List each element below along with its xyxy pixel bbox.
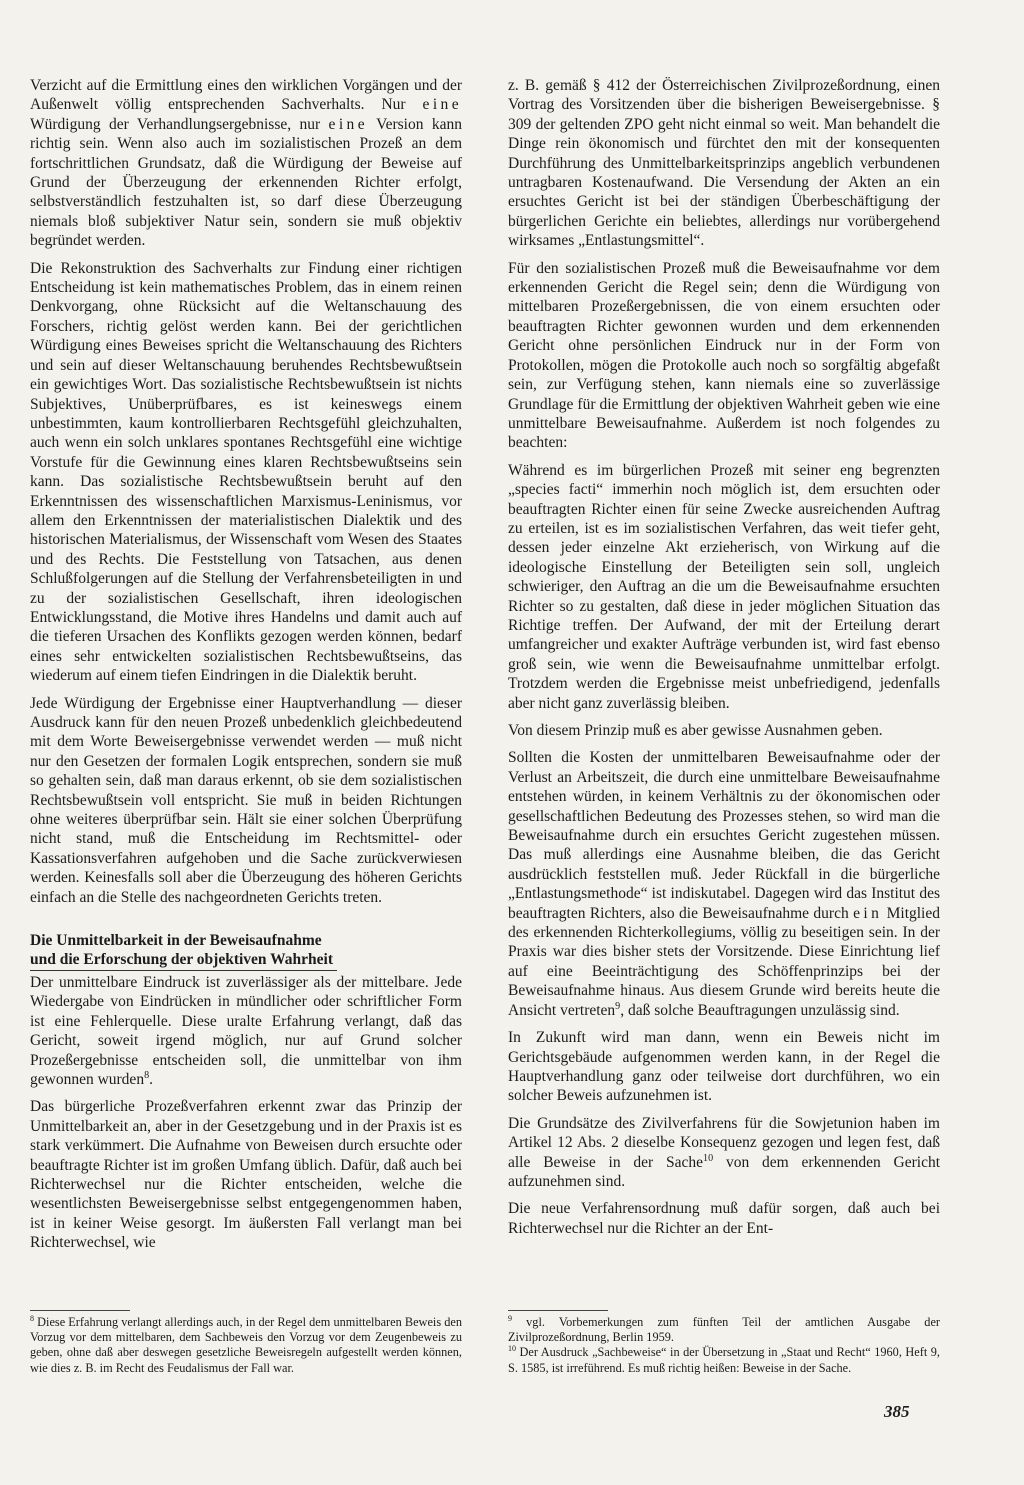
footnotes-right (508, 1310, 940, 1376)
paragraph: z. B. gemäß § 412 der Österreichischen Zivilprozeßordnung, einen Vortrag des Vorsitzenden über die bisherigen Beweisergebnisse. § 309 der geltenden ZPO geht nicht einmal so weit. Man behandelt die Dinge rein ökonomisch und fürchtet den mit der konsequenten Durchführung des Unmittelbarkeitsprinzips angeblich verbundenen untragbaren Kostenaufwand. Die Versendung der Akten an ein ersuchtes Gericht ist bei der ständigen Überbeschäftigung der bürgerlichen Gerichte ein beliebtes, allerdings nur vorübergehend wirksames „Entlastungsmittel“. (508, 77, 940, 250)
section-heading-line: und die Erforschung der objektiven Wahrheit (30, 950, 337, 970)
paragraph: Das bürgerliche Prozeßverfahren erkennt zwar das Prinzip der Unmittelbarkeit an, aber in der Gesetzgebung und in der Praxis ist es stark verkümmert. Die Aufnahme von Beweisen durch ersuchte oder beauftragte Richter ist im großen Umfang üblich. Dafür, daß auch bei Richterwechsel nur die Richter entscheiden, welche die wesentlichsten Beweisergebnisse selbst entgegengenommen haben, ist in keiner Weise gesorgt. Im äußersten Fall verlangt man bei Richterwechsel, wie (30, 1098, 462, 1252)
paragraph: Die Grundsätze des Zivilverfahrens für die Sowjetunion haben im Artikel 12 Abs. 2 dieselbe Konsequenz gezogen und legen fest, daß alle Beweise in der Sache$^{10}$ von dem erkennenden Gericht aufzunehmen sind. (508, 1114, 941, 1190)
section-heading-line: Die Unmittelbarkeit in der Beweisaufnahme (30, 932, 322, 950)
paragraph: Während es im bürgerlichen Prozeß mit seiner eng begrenzten „species facti“ immerhin noch möglich ist, dem ersuchten oder beauftragten Richter einen für seine Zwecke ausreichenden Auftrag zu erteilen, ist es im sozialistischen Verfahren, das weit tiefer geht, dessen jeder einzelne Akt erzieherisch, von Wirkung auf die ideologische Einstellung der Beteiligten sein soll, ungleich schwieriger, den Auftrag an die um die Beweisaufnahme ersuchten Richter so zu gestalten, daß diese in jeder möglichen Situation das Richtige treffen. Der Aufwand, der mit der Erteilung derart umfangreicher und exakter Aufträge verbunden ist, wird fast ebenso groß sein, wie wenn die Beweisaufnahme unmittelbar erfolgt. Trotzdem werden die Ergebnisse meist unbefriedigend, jedenfalls aber nicht ganz zuverlässig bleiben. (508, 461, 940, 712)
paragraph: Sollten die Kosten der unmittelbaren Beweisaufnahme oder der Verlust an Arbeitszeit, die durch eine unmittelbare Beweisaufnahme entstehen würden, in keinem Verhältnis zu der ökonomischen oder gesellschaftlichen Bedeutung des Prozesses stehen, so wird man die Beweisaufnahme durch ein ersuchtes Gericht zugestehen müssen. Das muß allerdings eine Ausnahme bleiben, die das Gericht ausdrücklich feststellen muß. Jeder Rückfall in die bürgerliche „Entlastungsmethode“ ist indiskutabel. Dagegen wird das Institut des beauftragten Richters, also die Beweisaufnahme durch ein Mitglied des erkennenden Richterkollegiums, völlig zu beseitigen sein. In der Praxis war dies bisher stets der Vorsitzende. Diese Einrichtung lief auf eine Beeinträchtigung des Schöffenprinzips bei der Beweisaufnahme hinaus. Aus diesem Grunde wird bereits heute die Ansicht vertreten$^9$, daß solche Beauftragungen unzulässig sind. (508, 749, 940, 1019)
footnotes-left (30, 1310, 462, 1376)
paragraph: Jede Würdigung der Ergebnisse einer Hauptverhandlung — dieser Ausdruck kann für den neuen Prozeß unbedenklich gleichbedeutend mit dem Worte Beweisergebnisse verwendet werden — muß nicht nur den Gesetzen der formalen Logik entsprechen, sondern sie muß so gehalten sein, daß man daraus erkennt, ob sie dem sozialistischen Rechtsbewußtsein voll entspricht. Sie muß in beiden Richtungen ohne weiteres überprüfbar sein. Hält sie einer solchen Überprüfung nicht stand, muß die Entscheidung im Rechtsmittel- oder Kassationsverfahren aufgehoben und die Sache zurückverwiesen werden. Keinesfalls soll aber die Überzeugung des höheren Gerichts einfach an die Stelle des nachgeordneten Gerichts treten. (30, 694, 462, 906)
section-heading (30, 931, 462, 971)
footnote-rule (508, 1310, 608, 1311)
footnote-9: $^9$ vgl. Vorbemerkungen zum fünften Teil der amtlichen Ausgabe der Zivilprozeßordnung, Berlin 1959. (508, 1313, 940, 1345)
page-number: 385 (884, 1402, 910, 1421)
paragraph: Der unmittelbare Eindruck ist zuverlässiger als der mittelbare. Jede Wiedergabe von Eindrücken in mündlicher oder schriftlicher Form ist eine Fehlerquelle. Diese uralte Erfahrung verlangt, daß das Gericht, soweit irgend möglich, nur auf Grund solcher Prozeßergebnisse entscheiden soll, die unmittelbar von ihm gewonnen wurden$^8$. (30, 973, 462, 1088)
footnote-rule (30, 1310, 130, 1311)
paragraph: Für den sozialistischen Prozeß muß die Beweisaufnahme vor dem erkennenden Gericht die Regel sein; denn die Würdigung von mittelbaren Prozeßergebnissen, die von einem ersuchten oder beauftragten Richter gewonnen wurden und dem erkennenden Gericht ohne persönlichen Eindruck nur in der Form von Protokollen, mögen die Protokolle auch noch so sorgfältig abgefaßt sein, zur Verfügung stehen, kann niemals eine so zuverlässige Grundlage für die Ermittlung der objektiven Wahrheit geben wie eine unmittelbare Beweisaufnahme. Außerdem ist noch folgendes zu beachten: (508, 259, 940, 452)
paragraph: In Zukunft wird man dann, wenn ein Beweis nicht im Gerichtsgebäude aufgenommen werden kann, in der Regel die Hauptverhandlung ganz oder teilweise dort durchführen, wo ein solcher Beweis aufzunehmen ist. (508, 1029, 940, 1105)
right-column (508, 76, 940, 1238)
journal-page (30, 76, 940, 1456)
paragraph: Verzicht auf die Ermittlung eines den wirklichen Vorgängen und der Außenwelt völlig entsprechenden Sachverhalts. Nur eine Würdigung der Verhandlungsergebnisse, nur eine Version kann richtig sein. Wenn also auch im sozialistischen Prozeß an dem fortschrittlichen Grundsatz, daß die Würdigung der Beweise auf Grund der Überzeugung der erkennenden Richter erfolgt, selbstverständlich festzuhalten ist, so darf diese Überzeugung niemals bloß subjektiver Natur sein, sondern sie muß objektiv begründet werden. (30, 77, 462, 250)
paragraph: Die Rekonstruktion des Sachverhalts zur Findung einer richtigen Entscheidung ist kein mathematisches Problem, das in einem reinen Denkvorgang, ohne Rücksicht auf die Weltanschauung des Forschers, richtig gelöst werden kann. Bei der gerichtlichen Würdigung eines Beweises spricht die Weltanschauung des Richters und sein auf dieser Weltanschauung beruhendes Rechtsbewußtsein ein gewichtiges Wort. Das sozialistische Rechtsbewußtsein ist nichts Subjektives, Unüberprüfbares, es ist keineswegs einem unbestimmten, kaum kontrollierbaren Rechtsgefühl gleichzuhalten, auch wenn ein solch unklares spontanes Rechtsgefühl eine wichtige Vorstufe für die Gewinnung eines klaren Rechtsbewußtseins sein kann. Das sozialistische Rechtsbewußtsein beruht auf den Erkenntnissen des wissenschaftlichen Marxismus-Leninismus, vor allem den Erkenntnissen der materialistischen Dialektik und des historischen Materialismus, der Wissenschaft vom Wesen des Staates und des Rechts. Die Feststellung von Tatsachen, aus denen Schlußfolgerungen auf die Stellung der Verfahrensbeteiligten in und zu der sozialistischen Gesellschaft, ihren ideologischen Entwicklungsstand, die Motive ihres Handelns und damit auch auf die tieferen Ursachen des Konflikts gezogen werden können, bedarf eines sehr entwickelten sozialistischen Rechtsbewußtseins, das wiederum auf einem tiefen Eindringen in die Dialektik beruht. (30, 259, 462, 685)
paragraph: Die neue Verfahrensordnung muß dafür sorgen, daß auch bei Richterwechsel nur die Richter an der Ent- (508, 1200, 940, 1237)
footnote-8: $^8$ Diese Erfahrung verlangt allerdings auch, in der Regel dem unmittelbaren Beweis den Vorzug vor dem mittelbaren, dem Sachbeweis den Vorzug vor dem Zeugenbeweis zu geben, ohne daß aber deswegen gesetzliche Beweisregeln aufgestellt werden können, wie dies z. B. im Recht des Feudalismus der Fall war. (30, 1313, 462, 1375)
left-column (30, 76, 462, 1253)
paragraph: Von diesem Prinzip muß es aber gewisse Ausnahmen geben. (508, 722, 883, 739)
footnote-10: $^{10}$ Der Ausdruck „Sachbeweise“ in der Übersetzung in „Staat und Recht“ 1960, Heft 9, S. 1585, ist irreführend. Es muß richtig heißen: Beweise in der Sache. (508, 1344, 940, 1375)
